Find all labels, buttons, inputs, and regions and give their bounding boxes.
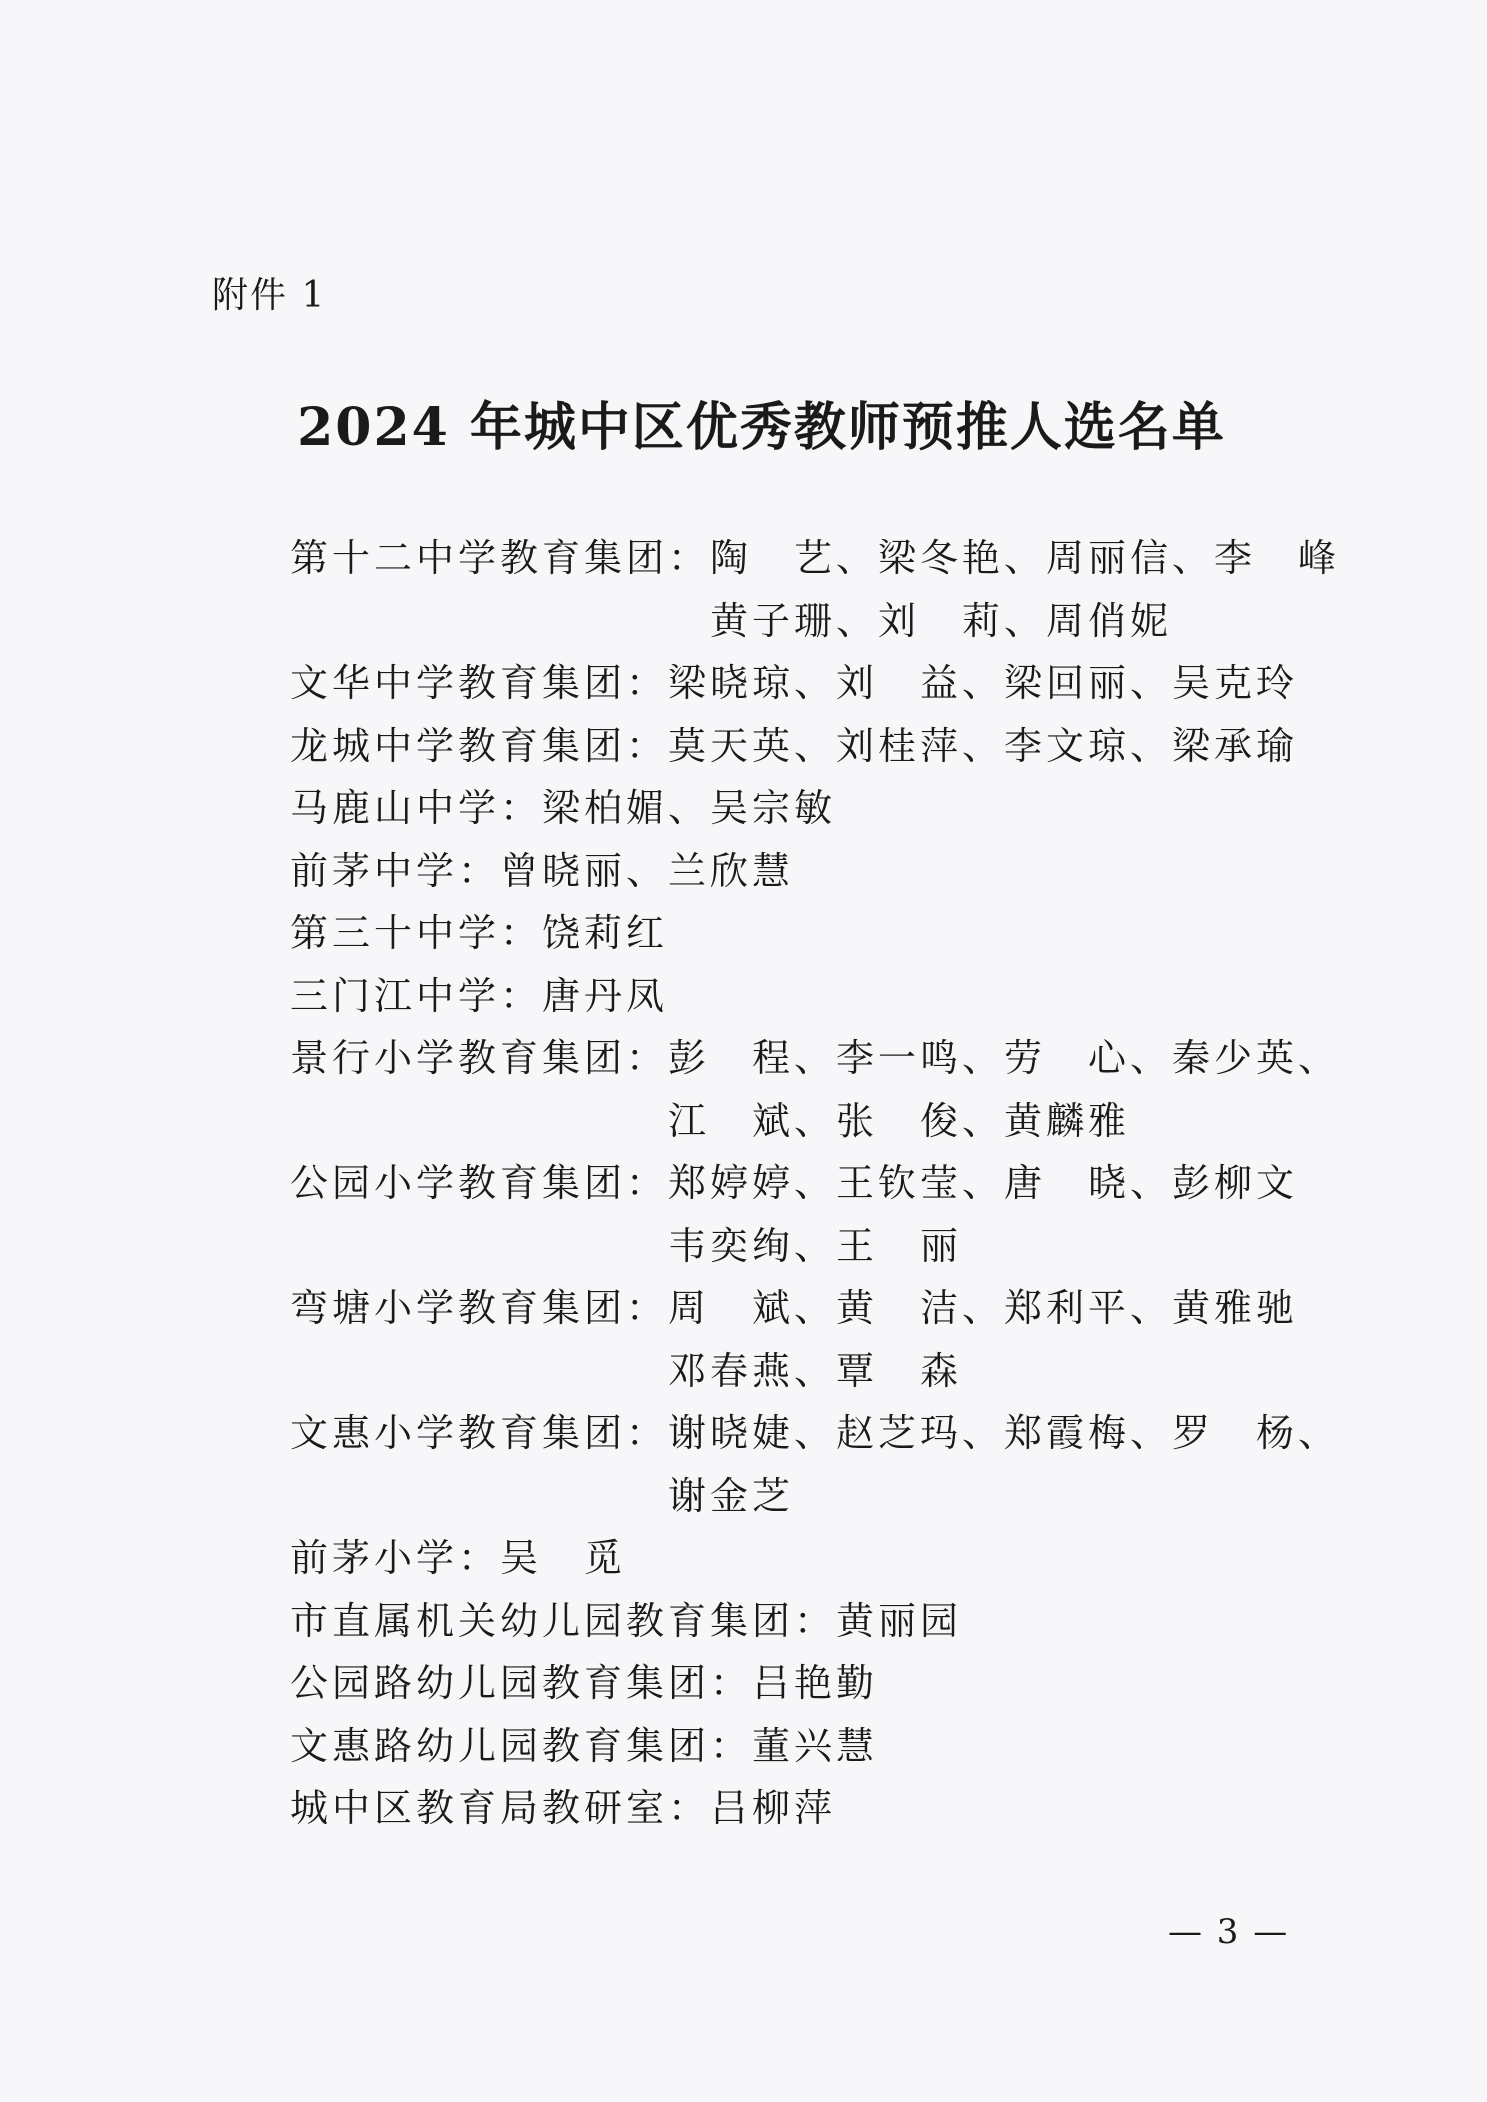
names-line: 吕柳萍 <box>710 1786 837 1830</box>
names-line: 彭 程、李一鸣、劳 心、秦少英、 <box>668 1036 1341 1080</box>
nominee-names <box>752 1715 878 1778</box>
organization-name: 城中区教育局教研室： <box>290 1786 711 1830</box>
nominee-names <box>668 1152 1298 1277</box>
names-line: 莫天英、刘桂萍、李文琼、梁承瑜 <box>668 723 1299 768</box>
organization-name: 文惠小学教育集团： <box>290 1411 669 1455</box>
names-line: 梁晓琼、刘 益、梁回丽、吴克玲 <box>668 661 1299 705</box>
nominee-entry <box>290 1652 1330 1715</box>
nominee-names <box>668 1277 1298 1402</box>
organization-name: 公园小学教育集团： <box>290 1161 669 1205</box>
names-line: 谢金芝 <box>668 1473 795 1518</box>
organization-name: 景行小学教育集团： <box>290 1036 669 1080</box>
organization-name: 马鹿山中学： <box>290 786 543 830</box>
nominee-entry <box>290 1152 1330 1277</box>
nominee-names <box>542 777 836 840</box>
organization-name: 三门江中学： <box>290 973 543 1018</box>
nominee-names <box>752 1652 878 1715</box>
organization-name: 文华中学教育集团： <box>290 661 669 705</box>
organization-name: 龙城中学教育集团： <box>290 723 669 768</box>
nominee-names <box>836 1590 962 1653</box>
nominee-names <box>500 1527 626 1590</box>
organization-name: 公园路幼儿园教育集团： <box>290 1661 753 1705</box>
names-line: 吴 觅 <box>500 1536 627 1580</box>
nominee-entry <box>290 1027 1341 1152</box>
nominee-names <box>710 527 1340 652</box>
names-line: 陶 艺、梁冬艳、周丽信、李 峰 <box>710 536 1341 580</box>
nominee-entry <box>290 902 1330 965</box>
nominee-entry <box>290 840 1330 903</box>
organization-name: 市直属机关幼儿园教育集团： <box>290 1598 837 1643</box>
nominee-entry <box>290 965 1330 1028</box>
nominee-names <box>668 715 1298 778</box>
organization-name: 前茅小学： <box>290 1536 501 1580</box>
nominee-entry <box>290 777 1330 840</box>
nominee-entry <box>290 1402 1341 1527</box>
nominee-names <box>668 652 1298 715</box>
organization-name: 第三十中学： <box>290 911 543 955</box>
nominee-entry <box>290 1277 1330 1402</box>
organization-name: 弯塘小学教育集团： <box>290 1286 669 1330</box>
nominee-names <box>668 1027 1340 1152</box>
nominee-names <box>500 840 794 903</box>
names-line: 韦奕绚、王 丽 <box>668 1223 963 1268</box>
names-line: 江 斌、张 俊、黄麟雅 <box>668 1098 1131 1143</box>
nominee-names <box>710 1777 836 1840</box>
names-line: 周 斌、黄 洁、郑利平、黄雅驰 <box>668 1286 1299 1330</box>
names-line: 邓春燕、覃 森 <box>668 1348 963 1393</box>
document-title: 2024 年城中区优秀教师预推人选名单 <box>297 397 1226 458</box>
nominee-entry <box>290 1590 1330 1653</box>
attachment-label: 附件 1 <box>212 275 327 316</box>
nominee-entry <box>290 527 1341 652</box>
organization-name: 第十二中学教育集团： <box>290 536 711 580</box>
names-line: 吕艳勤 <box>752 1661 879 1705</box>
nominee-entry <box>290 652 1330 715</box>
nominee-entry <box>290 1527 1330 1590</box>
names-line: 谢晓婕、赵芝玛、郑霞梅、罗 杨、 <box>668 1411 1341 1455</box>
nominee-names <box>542 902 668 965</box>
nominee-names <box>542 965 668 1028</box>
names-line: 饶莉红 <box>542 911 669 955</box>
names-line: 曾晓丽、兰欣慧 <box>500 848 795 893</box>
page-number: — 3 — <box>1168 1912 1290 1952</box>
nominee-entry <box>290 1715 1330 1778</box>
names-line: 董兴慧 <box>752 1723 879 1768</box>
names-line: 郑婷婷、王钦莹、唐 晓、彭柳文 <box>668 1161 1299 1205</box>
names-line: 黄丽园 <box>836 1598 963 1643</box>
organization-name: 文惠路幼儿园教育集团： <box>290 1723 753 1768</box>
names-line: 唐丹凤 <box>542 973 669 1018</box>
nominee-entry <box>290 1777 1330 1840</box>
names-line: 黄子珊、刘 莉、周俏妮 <box>710 598 1173 643</box>
nominee-entry <box>290 715 1330 778</box>
nominee-names <box>668 1402 1340 1527</box>
nominee-list <box>290 527 1341 1840</box>
organization-name: 前茅中学： <box>290 848 501 893</box>
names-line: 梁柏媚、吴宗敏 <box>542 786 837 830</box>
